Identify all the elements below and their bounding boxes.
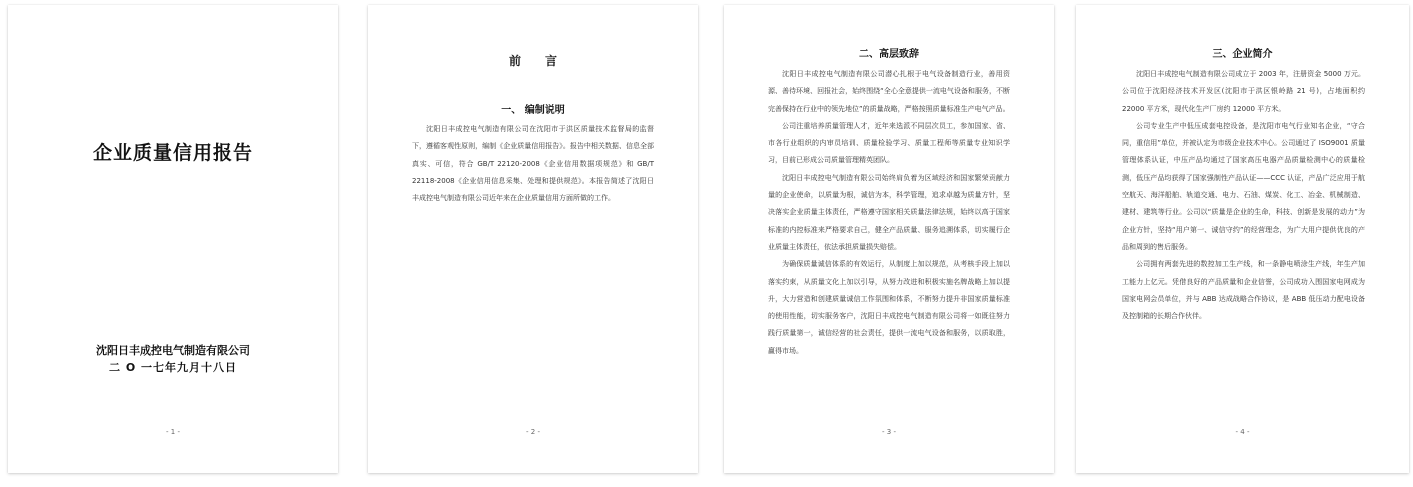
body-text: [1122, 66, 1365, 325]
page-number: - 3 -: [882, 428, 896, 436]
report-title: 企业质量信用报告: [92, 142, 253, 164]
section-title: 三、企业简介: [1212, 49, 1273, 60]
page-number: - 2 -: [526, 428, 540, 436]
paragraph: 沈阳日丰成控电气制造有限公司在沈阳市于洪区质量技术监督局的监督下，遵循客观性原则，编制《企业质量信用报告》。报告中相关数据、信息全部真实、可信，符合 GB/T 22120-2008《企业信用数据项规范》和 GB/T 22118-2008《企业信用信息采集、处理和提供规范》。本报告简述了沈阳日丰成控电气制造有限公司近年来在企业质量信用方面所做的工作。: [412, 125, 654, 203]
company-name: 沈阳日丰成控电气制造有限公司: [96, 344, 250, 357]
page-cover: [8, 5, 338, 473]
page-company-profile: [1076, 5, 1409, 473]
page-preface: [368, 5, 698, 473]
section-title: 二、高层致辞: [859, 49, 919, 60]
section-title: 一、 编制说明: [501, 105, 565, 116]
paragraph: 公司注重培养质量管理人才，近年来选派不同层次员工，参加国家、省、市各行业组织的内审员培训、质量检验学习、质量工程师等质量专业知识学习，目前已形成公司质量管理精英团队。: [768, 121, 1010, 165]
preface-title: 前 言: [508, 54, 557, 68]
paragraph: 沈阳日丰成控电气制造有限公司成立于 2003 年，注册资金 5000 万元。公司位于沈阳经济技术开发区(沈阳市于洪区银岭路 21 号)，占地面积约 22000 平方米，现代化生产厂房约 12000 平方米。: [1122, 70, 1365, 113]
page-number: - 4 -: [1235, 428, 1250, 436]
report-date: 二 O 一七年九月十八日: [108, 361, 237, 374]
body-text: [768, 66, 1010, 360]
page-executive-message: [724, 5, 1054, 473]
paragraph: 为确保质量诚信体系的有效运行，从制度上加以规范，从考核手段上加以落实约束，从质量文化上加以引导，从努力改进和积极实施名牌战略上加以提升，大力营造和创建质量诚信工作氛围和体系，不断努力提升非国家质量标准的使用性能，切实服务客户，沈阳日丰成控电气制造有限公司将一如既往努力践行质量第一，诚信经营的社会责任，提供一流电气设备和服务，以质取胜，赢得市场。: [768, 260, 1010, 355]
paragraph: 沈阳日丰成控电气制造有限公司潜心扎根于电气设备制造行业，善用资源、善待环境、回报社会，始终围绕“全心全意提供一流电气设备和服务，不断完善保持在行业中的领先地位”的质量战略，严格按照质量标准生产电气产品。: [768, 70, 1010, 113]
paragraph: 沈阳日丰成控电气制造有限公司始终肩负着为区域经济和国家繁荣贡献力量的企业使命，以质量为根，诚信为本，科学管理，追求卓越为质量方针，坚决落实企业质量主体责任，严格遵守国家相关质量法律法规，始终以高于国家标准的内控标准来严格要求自己，健全产品质量、服务追溯体系，切实履行企业质量主体责任，依法承担质量损失赔偿。: [768, 173, 1010, 251]
body-text: [412, 121, 654, 207]
paragraph: 公司拥有两套先进的数控加工生产线，和一条静电喷涂生产线，年生产加工能力上亿元。凭借良好的产品质量和企业信誉，公司成功入围国家电网成为国家电网会员单位，并与 ABB 达成战略合作协议，是 ABB 低压动力配电设备及控制箱的长期合作伙伴。: [1122, 260, 1365, 321]
paragraph: 公司专业生产中低压成套电控设备，是沈阳市电气行业知名企业，“守合同，重信用”单位，并被认定为市级企业技术中心。公司通过了 ISO9001 质量管理体系认证，中压产品均通过了国家高压电器产品质量检测中心的质量检测，低压产品均获得了国家强制性产品认证——CCC 认证，产品广泛应用于航空航天、海洋船舶、轨道交通、电力、石油、煤炭、化工、冶金、机械制造、建材、建筑等行业。公司以“质量是企业的生命，科技、创新是发展的动力”为企业方针，坚持“用户第一、诚信守约”的经营理念，为广大用户提供优良的产品和周到的售后服务。: [1122, 121, 1365, 251]
page-number: - 1 -: [166, 428, 180, 436]
